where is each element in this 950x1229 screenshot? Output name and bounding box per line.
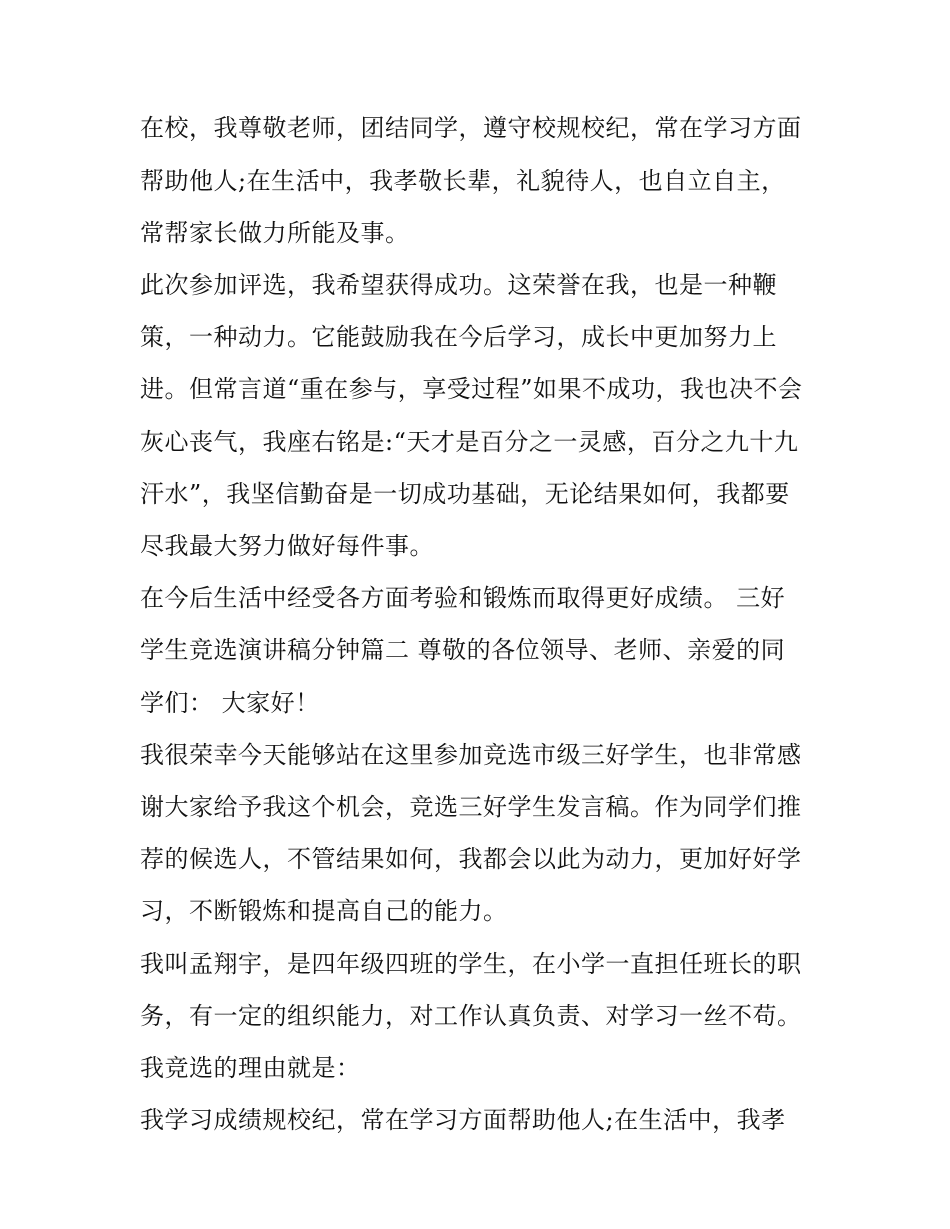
text-line: 学生竞选演讲稿分钟篇二 尊敬的各位领导、老师、亲爱的同 xyxy=(140,636,786,664)
text-line: 进。但常言道“重在参与，享受过程”如果不成功，我也决不会 xyxy=(140,375,803,403)
text-line: 我竞选的理由就是： xyxy=(140,1054,361,1082)
text-line: 在今后生活中经受各方面考验和锻炼而取得更好成绩。 三好 xyxy=(140,584,786,612)
text-line: 我叫孟翔宇，是四年级四班的学生，在小学一直担任班长的职 xyxy=(140,950,802,978)
text-line: 汗水”，我坚信勤奋是一切成功基础，无论结果如何，我都要 xyxy=(140,480,790,508)
text-line: 务，有一定的组织能力，对工作认真负责、对学习一丝不苟。 xyxy=(140,1002,802,1030)
text-line: 常帮家长做力所能及事。 xyxy=(140,219,410,247)
text-line: 荐的候选人，不管结果如何，我都会以此为动力，更加好好学 xyxy=(140,845,802,873)
text-line: 我很荣幸今天能够站在这里参加竞选市级三好学生，也非常感 xyxy=(140,741,802,769)
text-line: 帮助他人;在生活中，我孝敬长辈，礼貌待人，也自立自主， xyxy=(140,167,786,195)
text-line: 习，不断锻炼和提高自己的能力。 xyxy=(140,897,508,925)
text-line: 谢大家给予我这个机会，竞选三好学生发言稿。作为同学们推 xyxy=(140,793,802,821)
text-line: 策，一种动力。它能鼓励我在今后学习，成长中更加努力上 xyxy=(140,323,777,351)
text-line: 尽我最大努力做好每件事。 xyxy=(140,532,434,560)
text-line: 学们： 大家好！ xyxy=(140,689,320,717)
text-line: 我学习成绩规校纪，常在学习方面帮助他人;在生活中，我孝 xyxy=(140,1106,786,1134)
text-line: 此次参加评选，我希望获得成功。这荣誉在我，也是一种鞭 xyxy=(140,271,777,299)
text-line: 在校，我尊敬老师，团结同学，遵守校规校纪，常在学习方面 xyxy=(140,114,802,142)
text-line: 灰心丧气，我座右铭是:“天才是百分之一灵感，百分之九十九 xyxy=(140,428,799,456)
